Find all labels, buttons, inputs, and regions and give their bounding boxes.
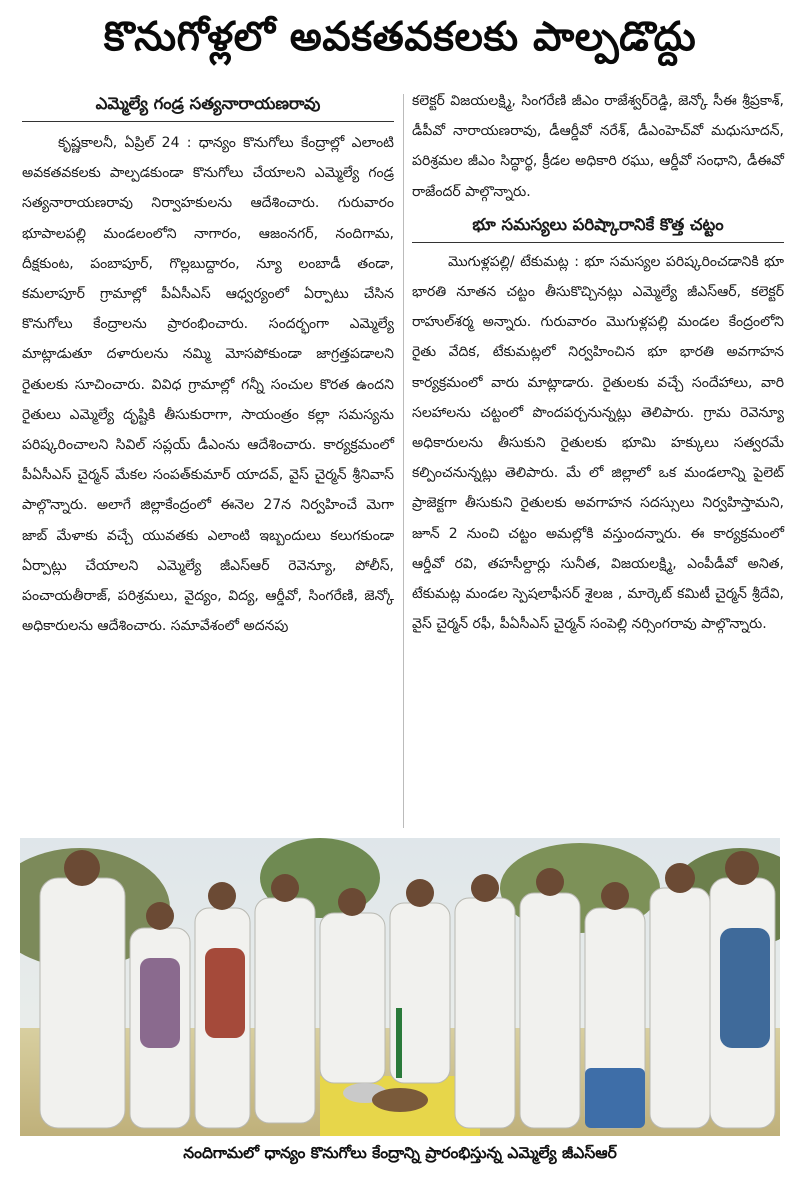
news-photo — [20, 838, 780, 1136]
news-photo-illustration — [20, 838, 780, 1136]
right-column — [412, 86, 784, 639]
right-column-continued-text: కలెక్టర్ విజయలక్ష్మి, సింగరేణి జీఎం రాజేశ్వర్‌రెడ్డి, జెన్కో సీఈ శ్రీప్రకాశ్, డీపీవో నారాయణరావు, డీఆర్డీవో నరేశ్, డీఎంహెచ్‌వో మధుసూదన్, పరిశ్రమల జీఎం సిద్ధార్థ, క్రీడల అధికారి రఘు, ఆర్డీవో సంధాని, డీఈవో రాజేందర్ పాల్గొన్నారు. — [412, 93, 784, 200]
article-headline: కొనుగోళ్లలో అవకతవకలకు పాల్పడొద్దు — [103, 14, 697, 60]
left-column — [22, 94, 394, 641]
photo-caption: నందిగామలో ధాన్యం కొనుగోలు కేంద్రాన్ని ప్రారంభిస్తున్న ఎమ్మెల్యే జీఎస్ఆర్ — [183, 1144, 617, 1162]
article-byline: ఎమ్మెల్యే గండ్ర సత్యనారాయణరావు — [22, 94, 394, 122]
left-column-body: కృష్ణకాలనీ, ఏప్రిల్ 24 : ధాన్యం కొనుగోలు కేంద్రాల్లో ఎలాంటి అవకతవకలకు పాల్పడకుండా కొనుగోలు చేయాలని ఎమ్మెల్యే గండ్ర సత్యనారాయణరావు నిర్వాహకులను ఆదేశించారు. గురువారం భూపాలపల్లి మండలంలోని నాగారం, ఆజంనగర్, నందిగామ, దీక్షకుంట, పంబాపూర్, గొల్లబుద్దారం, న్యూ లంబాడీ తండా, కమలాపూర్ గ్రామాల్లో పీఏసీఎస్ ఆధ్వర్యంలో ఏర్పాటు చేసిన కొనుగోలు కేంద్రాలను ప్రారంభించారు. సందర్భంగా ఎమ్మెల్యే మాట్లాడుతూ దళారులను నమ్మి మోసపోకుండా జాగ్రత్తపడాలని రైతులకు సూచించారు. వివిధ గ్రామాల్లో గన్నీ సంచుల కొరత ఉందని రైతులు ఎమ్మెల్యే దృష్టికి తీసుకురాగా, సాయంత్రం కల్లా సమస్యను పరిష్కరించాలని సివిల్ సప్లయ్ డీఎంను ఆదేశించారు. కార్యక్రమంలో పీఏసీఎస్ చైర్మన్ మేకల సంపత్‌కుమార్ యాదవ్, వైస్ చైర్మన్ శ్రీనివాస్ పాల్గొన్నారు. అలాగే జిల్లాకేంద్రంలో ఈనెల 27న నిర్వహించే మెగా జాబ్ మేళాకు వచ్చే యువతకు ఎలాంటి ఇబ్బందులు కలుగకుండా ఏర్పాట్లు చేయాలని ఎమ్మెల్యే జీఎస్ఆర్ రెవెన్యూ, పోలీస్, పంచాయతీరాజ్, పరిశ్రమలు, వైద్యం, విద్య, ఆర్డీవో, సింగరేణి, జెన్కో అధికారులను ఆదేశించారు. సమావేశంలో అదనపు — [22, 135, 394, 635]
column-divider — [403, 94, 404, 828]
right-column-body: మొగుళ్లపల్లి/ టేకుమట్ల : భూ సమస్యల పరిష్కరించడానికి భూ భారతి నూతన చట్టం తీసుకొచ్చినట్లు ఎమ్మెల్యే జీఎస్ఆర్, కలెక్టర్ రాహుల్‌శర్మ అన్నారు. గురువారం మొగుళ్లపల్లి మండల కేంద్రంలోని రైతు వేదిక, టేకుమట్లలో నిర్వహించిన భూ భారతి అవగాహన కార్యక్రమంలో వారు మాట్లాడారు. రైతులకు వచ్చే సందేహాలు, వారి సలహాలను చట్టంలో పొందపర్చనున్నట్లు తెలిపారు. గ్రామ రెవెన్యూ అధికారులను తీసుకుని రైతులకు భూమి హక్కులు సత్వరమే కల్పించనున్నట్లు తెలిపారు. మే లో జిల్లాలో ఒక మండలాన్ని పైలెట్ ప్రాజెక్టగా తీసుకుని రైతులకు అవగాహన సదస్సులు నిర్వహిస్తామని, జూన్ 2 నుంచి చట్టం అమల్లోకి వస్తుందన్నారు. ఈ కార్యక్రమంలో ఆర్డీవో రవి, తహసీల్దార్లు సునీత, విజయలక్ష్మి, ఎంపీడీవో అనిత, టేకుమట్ల మండల స్పెషలాఫీసర్ శైలజ , మార్కెట్ కమిటీ చైర్మన్ శ్రీదేవి, వైస్ చైర్మన్ రఫీ, పీఏసీఎస్ చైర్మన్ సంపెల్లి నర్సింగరావు పాల్గొన్నారు. — [412, 253, 784, 633]
section-subheading: భూ సమస్యలు పరిష్కారానికే కొత్త చట్టం — [412, 213, 784, 243]
